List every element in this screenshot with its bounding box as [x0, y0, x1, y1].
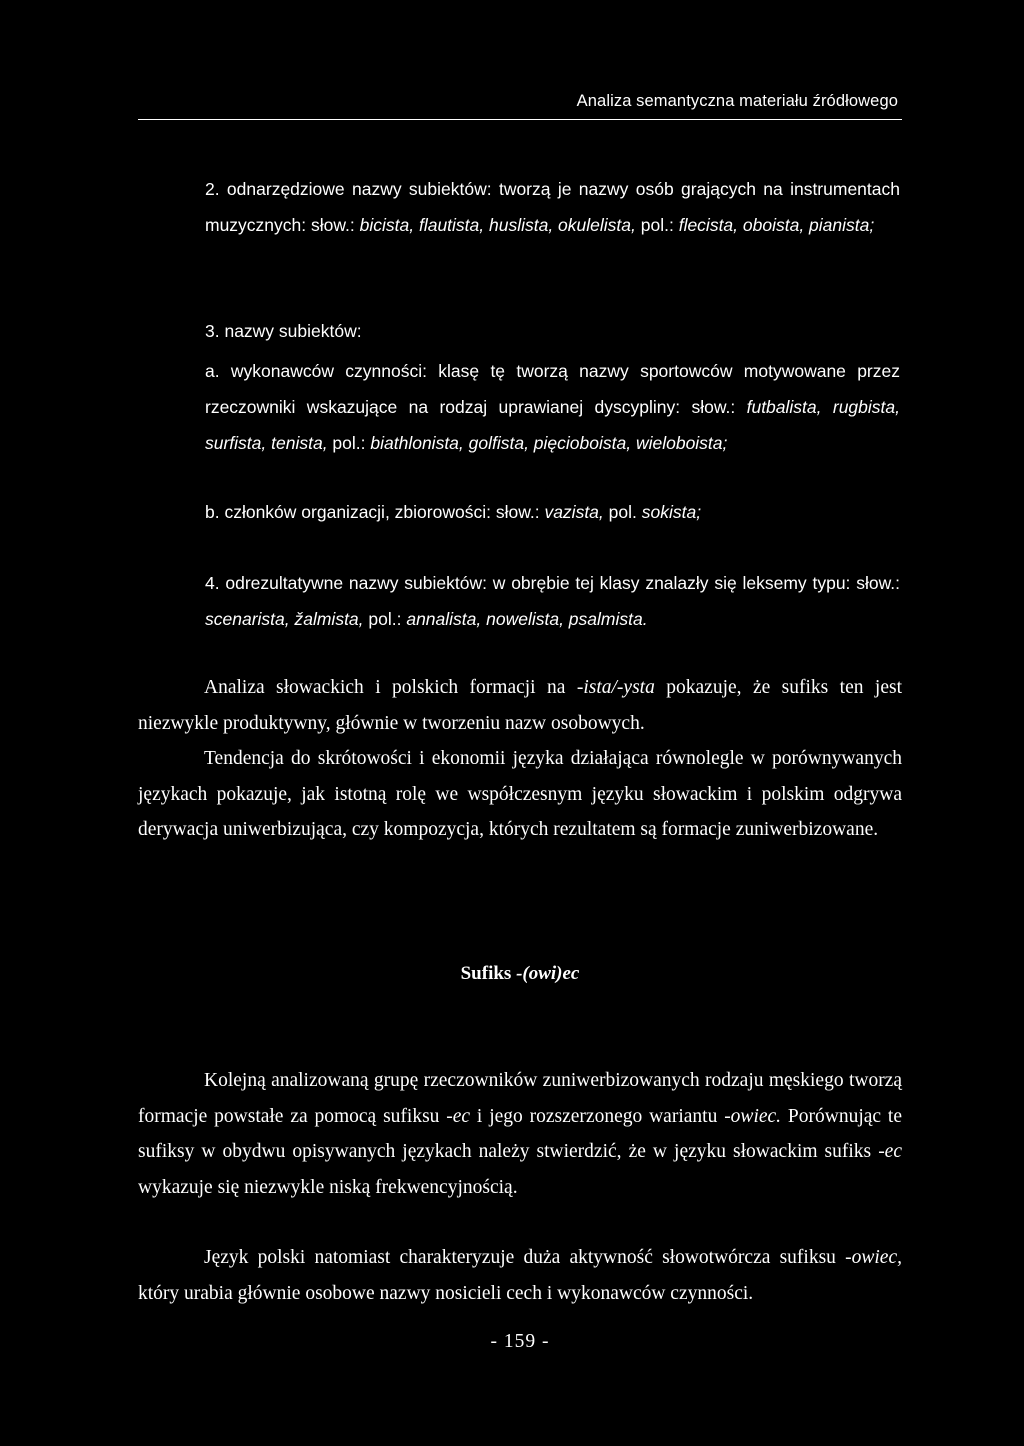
example-words: biathlonista, golfista, pięcioboista, wieloboista;: [370, 433, 728, 453]
suffix-term: -owiec.: [724, 1105, 782, 1127]
example-words: sokista;: [641, 502, 702, 522]
example-words: scenarista, žalmista,: [205, 609, 364, 629]
suffix-term: -ec: [446, 1105, 471, 1127]
text-run: pokazuje, że sufiks ten jest niezwykle produktywny, głównie w tworzeniu nazw osobowych.: [138, 677, 903, 734]
suffix-term: -ista/-ysta: [576, 677, 655, 698]
text-run: 2. odnarzędziowe nazwy subiektów: tworzą je nazwy osób grających na instrumentach muzycznych: słow.:: [205, 179, 900, 235]
list-item-4: [205, 565, 900, 637]
section-heading: [138, 963, 902, 985]
example-words: flecista, oboista, pianista;: [678, 215, 875, 235]
running-header: Analiza semantyczna materiału źródłowego: [576, 92, 898, 110]
list-item-2: [205, 171, 900, 243]
heading-suffix: -(owi)ec: [516, 963, 580, 984]
header-rule: [138, 119, 902, 120]
page-number: - 159 -: [490, 1331, 550, 1352]
text-run: który urabia głównie osobowe nazwy nosicieli cech i wykonawców czynności.: [138, 1282, 754, 1304]
text-run: 4. odrezultatywne nazwy subiektów: w obrębie tej klasy znalazły się leksemy typu: słow.:: [205, 573, 900, 593]
paragraph-2: Tendencja do skrótowości i ekonomii języka działająca równolegle w porównywanych językach pokazuje, jak istotną rolę we współczesnym języku słowackim i polskim odgrywa derywacja uniwerbizująca, czy kompozycja, których rezultatem są formacje zuniwerbizowane.: [138, 748, 902, 840]
text-run: pol.:: [635, 215, 679, 235]
list-item-3a: [205, 353, 900, 461]
paragraph-1: [138, 670, 902, 741]
example-words: vazista,: [544, 502, 604, 522]
suffix-term: -owiec,: [845, 1247, 902, 1268]
heading-text: Sufiks: [460, 963, 517, 984]
example-words: futbalista, rugbista, surfista, tenista,: [205, 397, 900, 453]
text-run: Kolejną analizowaną grupę rzeczowników zuniwerbizowanych rodzaju męskiego tworzą formacje powstałe za pomocą sufiksu: [138, 1070, 902, 1127]
text-run: a. wykonawców czynności: klasę tę tworzą nazwy sportowców motywowane przez rzeczowniki wskazujące na rodzaj uprawianej dyscypliny: słow.:: [205, 361, 900, 417]
text-run: pol.:: [363, 609, 407, 629]
text-run: pol.: [603, 502, 642, 522]
suffix-term: -ec: [878, 1141, 902, 1162]
example-words: annalista, nowelista, psalmista.: [406, 609, 648, 629]
list-item-3-heading: 3. nazwy subiektów:: [205, 321, 362, 341]
text-run: Porównując te sufiksy w obydwu opisywanych językach należy stwierdzić, że w języku słowackim sufiks: [138, 1105, 902, 1162]
text-run: b. członków organizacji, zbiorowości: słow.:: [205, 502, 545, 522]
text-run: i jego rozszerzonego wariantu: [470, 1105, 725, 1127]
list-item-3b: [205, 494, 900, 530]
text-run: wykazuje się niezwykle niską frekwencyjnością.: [138, 1176, 518, 1198]
text-run: Język polski natomiast charakteryzuje duża aktywność słowotwórcza sufiksu: [204, 1247, 846, 1268]
paragraph-3: [138, 1063, 902, 1205]
paragraph-4: [138, 1240, 902, 1311]
text-run: pol.:: [327, 433, 371, 453]
text-run: Analiza słowackich i polskich formacji na: [204, 677, 577, 698]
example-words: bicista, flautista, huslista, okulelista,: [359, 215, 636, 235]
